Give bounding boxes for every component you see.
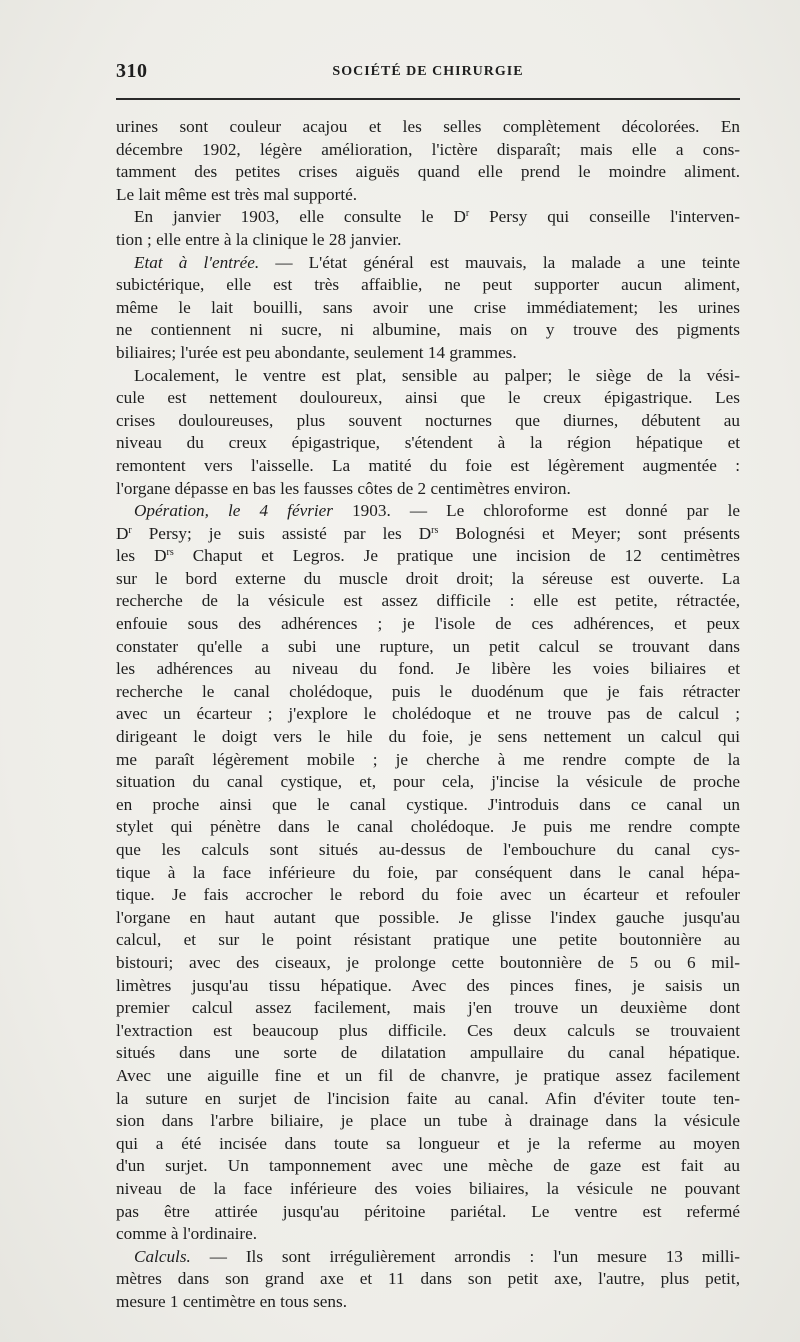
text-line: d'un surjet. Un tamponnement avec une mèche de gaze est fait au <box>116 1156 740 1176</box>
text-line: tamment des petites crises aiguës quand elle prend le moindre aliment. <box>116 162 740 182</box>
text-line: les $D^{rs}$ Chaput et Legros. Je pratique une incision de 12 centimètres <box>116 546 740 566</box>
text-line: bistouri; avec des ciseaux, je prolonge cette boutonnière de 5 ou 6 mil- <box>116 952 740 972</box>
text-line: mètres dans son grand axe et 11 dans son petit axe, l'autre, plus petit, <box>116 1269 740 1289</box>
text-line: Opération, le 4 février 1903. — Le chloroforme est donné par le <box>134 501 740 521</box>
text-line: me paraît légèrement mobile ; je cherche à me rendre compte de la <box>116 749 740 769</box>
text-line: biliaires; l'urée est peu abondante, seulement 14 grammes. <box>116 342 517 362</box>
text-line: constater qu'elle a subi une rupture, un petit calcul se trouvant dans <box>116 636 740 656</box>
text-line: qui a été incisée dans toute sa longueur et je la referme au moyen <box>116 1133 740 1153</box>
text-line: les adhérences au niveau du fond. Je libère les voies biliaires et <box>116 659 740 679</box>
page-number: 310 <box>116 60 148 82</box>
text-line: subictérique, elle est très affaiblie, ne peut supporter aucun aliment, <box>116 275 740 295</box>
text-line: urines sont couleur acajou et les selles complètement décolorées. En <box>116 117 740 136</box>
text-line: situés dans une sorte de dilatation ampullaire du canal hépatique. <box>116 1043 740 1063</box>
text-line: calcul, et sur le point résistant pratique une petite boutonnière au <box>116 930 740 950</box>
text-line: que les calculs sont situés au-dessus de l'embouchure du canal cys- <box>116 840 740 859</box>
text-line: situation du canal cystique, et, pour cela, j'incise la vésicule de proche <box>116 772 740 792</box>
text-line: tique à la face inférieure du foie, par conséquent dans le canal hépa- <box>116 862 740 882</box>
text-line: enfouie sous des adhérences ; je l'isole de ces adhérences, et peux <box>116 614 740 634</box>
text-line: cule est nettement douloureux, ainsi que le creux épigastrique. Les <box>116 388 740 408</box>
text-line: premier calcul assez facilement, mais j'en trouve un deuxième dont <box>116 998 740 1018</box>
text-line: tion ; elle entre à la clinique le 28 janvier. <box>116 229 402 249</box>
text-line: même le lait bouilli, sans avoir une crise immédiatement; les urines <box>116 297 740 317</box>
text-line: stylet qui pénètre dans le canal cholédoque. Je puis me rendre compte <box>116 817 740 837</box>
text-line: décembre 1902, légère amélioration, l'ictère disparaît; mais elle a cons- <box>116 139 740 159</box>
text-line: Avec une aiguille fine et un fil de chanvre, je pratique assez facilement <box>116 1065 740 1085</box>
text-line: En janvier 1903, elle consulte le $D^r$ Persy qui conseille l'interven- <box>134 207 740 227</box>
text-line: pas être attirée jusqu'au péritoine pariétal. Le ventre est refermé <box>116 1201 740 1221</box>
text-line: $D^r$ Persy; je suis assisté par les $D^{rs}$ Bolognési et Meyer; sont présents <box>116 523 740 543</box>
text-line: avec un écarteur ; j'explore le cholédoque et ne trouve pas de calcul ; <box>116 704 740 724</box>
page-header <box>116 58 740 88</box>
text-line: crises douloureuses, plus souvent nocturnes que diurnes, débutent au <box>116 410 740 430</box>
text-line: dirigeant le doigt vers le hile du foie, je sens nettement un calcul qui <box>116 727 740 747</box>
text-line: Localement, le ventre est plat, sensible au palper; le siège de la vési- <box>134 365 740 385</box>
text-line: mesure 1 centimètre en tous sens. <box>116 1291 348 1311</box>
text-line: tique. Je fais accrocher le rebord du foie avec un écarteur et refouler <box>116 885 740 905</box>
text-line: Le lait même est très mal supporté. <box>116 184 358 204</box>
header-rule <box>116 98 740 100</box>
text-line: en proche ainsi que le canal cystique. J'introduis dans ce canal un <box>116 794 740 814</box>
text-line: l'organe en haut autant que possible. Je glisse l'index gauche jusqu'au <box>116 907 740 927</box>
text-line: Calculs. — Ils sont irrégulièrement arrondis : l'un mesure 13 milli- <box>134 1246 740 1266</box>
text-line: recherche le canal cholédoque, puis le duodénum que je fais rétracter <box>116 681 740 701</box>
text-line: remontent vers l'aisselle. La matité du foie est légèrement augmentée : <box>116 455 740 475</box>
text-line: l'organe dépasse en bas les fausses côtes de 2 centimètres environ. <box>116 478 571 498</box>
text-line: l'extraction est beaucoup plus difficile. Ces deux calculs se trouvaient <box>116 1020 740 1040</box>
text-line: limètres jusqu'au tissu hépatique. Avec des pinces fines, je saisis un <box>116 975 740 995</box>
text-line: comme à l'ordinaire. <box>116 1224 258 1244</box>
running-title: SOCIÉTÉ DE CHIRURGIE <box>332 64 524 79</box>
text-line: niveau du creux épigastrique, s'étendent à la région hépatique et <box>116 433 740 453</box>
text-line: recherche de la vésicule est assez difficile : elle est petite, rétractée, <box>116 591 740 611</box>
text-line: niveau de la face inférieure des voies biliaires, la vésicule ne pouvant <box>116 1178 740 1198</box>
body-text <box>116 116 740 1313</box>
text-line: Etat à l'entrée. — L'état général est mauvais, la malade a une teinte <box>134 252 740 272</box>
text-line: ne contiennent ni sucre, ni albumine, mais on y trouve des pigments <box>116 320 740 340</box>
text-line: la suture en surjet de l'incision faite au canal. Afin d'éviter toute ten- <box>116 1088 740 1108</box>
text-line: sur le bord externe du muscle droit droit; la séreuse est ouverte. La <box>116 568 740 588</box>
text-line: sion dans l'arbre biliaire, je place un tube à drainage dans la vésicule <box>116 1111 740 1131</box>
